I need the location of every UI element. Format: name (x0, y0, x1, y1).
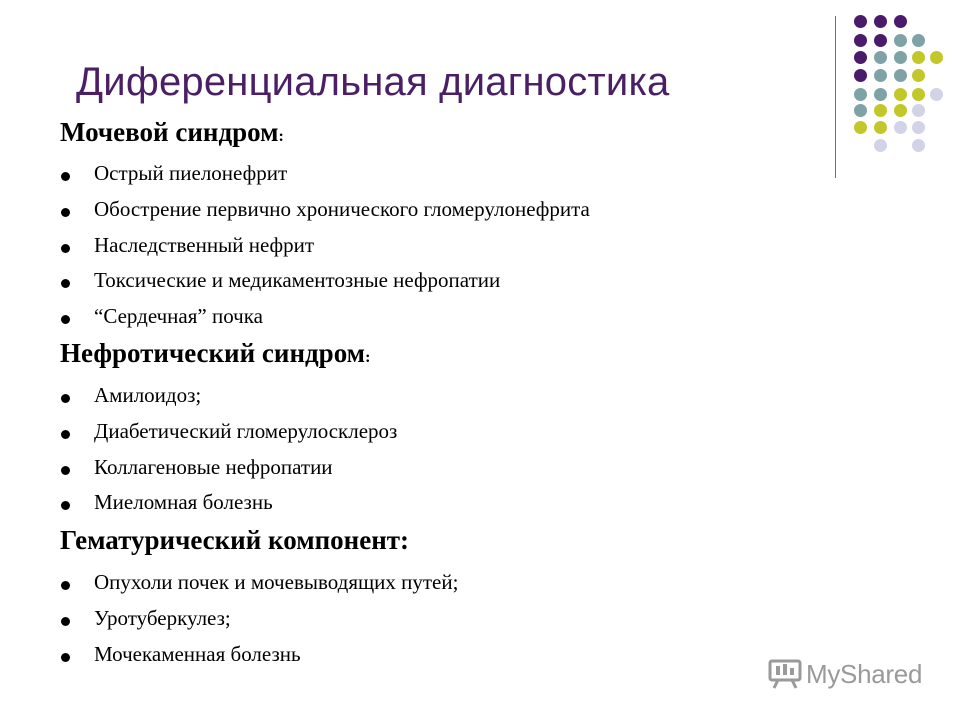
list-item: Обострение первично хронического гломерулонефрита (94, 197, 590, 221)
decor-dot (854, 15, 867, 28)
list-item: Амилоидоз; (94, 383, 202, 407)
bullet-icon (61, 208, 70, 217)
decor-dot (894, 104, 907, 117)
decor-dot (874, 121, 887, 134)
section-heading-text: Нефротический синдром (60, 338, 366, 368)
list-item: Острый пиелонефрит (94, 161, 288, 185)
section-heading-text: Гематурический компонент: (60, 525, 410, 555)
list-item: Наследственный нефрит (94, 233, 315, 257)
bullet-icon (61, 394, 70, 403)
decor-dot (912, 34, 925, 47)
decor-dot (854, 34, 867, 47)
section-heading-urinary (60, 117, 284, 148)
decor-dot (854, 51, 867, 64)
watermark-logo (768, 657, 922, 691)
decor-dot (874, 139, 887, 152)
list-item: Уротуберкулез; (94, 606, 231, 630)
decor-dot (894, 51, 907, 64)
list-item: Мочекаменная болезнь (94, 642, 301, 666)
watermark-text: MyShared (806, 658, 923, 689)
decor-dot (894, 88, 907, 101)
decor-dot (874, 69, 887, 82)
decor-dot (912, 88, 925, 101)
section-heading-hematuric (60, 525, 409, 556)
decor-dot (874, 88, 887, 101)
decor-dot (912, 69, 925, 82)
section-heading-text: Мочевой синдром (60, 117, 279, 147)
bullet-icon (61, 315, 70, 324)
decor-dot (912, 139, 925, 152)
bullet-icon (61, 279, 70, 288)
list-item: Диабетический гломерулосклероз (94, 419, 398, 443)
bullet-icon (61, 244, 70, 253)
bullet-icon (61, 617, 70, 626)
bullet-icon (61, 501, 70, 510)
decor-dot (874, 34, 887, 47)
list-item: Миеломная болезнь (94, 490, 273, 514)
list-item: Опухоли почек и мочевыводящих путей; (94, 570, 459, 594)
list-item: Токсические и медикаментозные нефропатии (94, 268, 501, 292)
decor-dot (912, 51, 925, 64)
decor-dot (854, 88, 867, 101)
divider-line (835, 16, 836, 178)
presentation-screen-icon (768, 659, 802, 689)
section-heading-colon: : (278, 128, 284, 145)
section-heading-nephrotic (60, 338, 370, 369)
list-item: “Сердечная” почка (94, 304, 263, 328)
decor-dot (930, 51, 943, 64)
decor-dot (874, 51, 887, 64)
bullet-icon (61, 653, 70, 662)
decor-dot (874, 15, 887, 28)
decor-dot (894, 121, 907, 134)
decor-dot (894, 34, 907, 47)
decor-dot (854, 69, 867, 82)
decor-dot (894, 15, 907, 28)
list-item: Коллагеновые нефропатии (94, 455, 333, 479)
decor-dot (894, 69, 907, 82)
bullet-icon (61, 430, 70, 439)
decor-dot (912, 121, 925, 134)
decor-dot (874, 104, 887, 117)
decor-dot (930, 88, 943, 101)
decor-dot (854, 104, 867, 117)
bullet-icon (61, 581, 70, 590)
decor-dot (912, 104, 925, 117)
slide-title: Диференциальная диагностика (76, 60, 670, 104)
bullet-icon (61, 466, 70, 475)
bullet-icon (61, 172, 70, 181)
decor-dot (854, 121, 867, 134)
section-heading-colon: : (365, 349, 371, 366)
